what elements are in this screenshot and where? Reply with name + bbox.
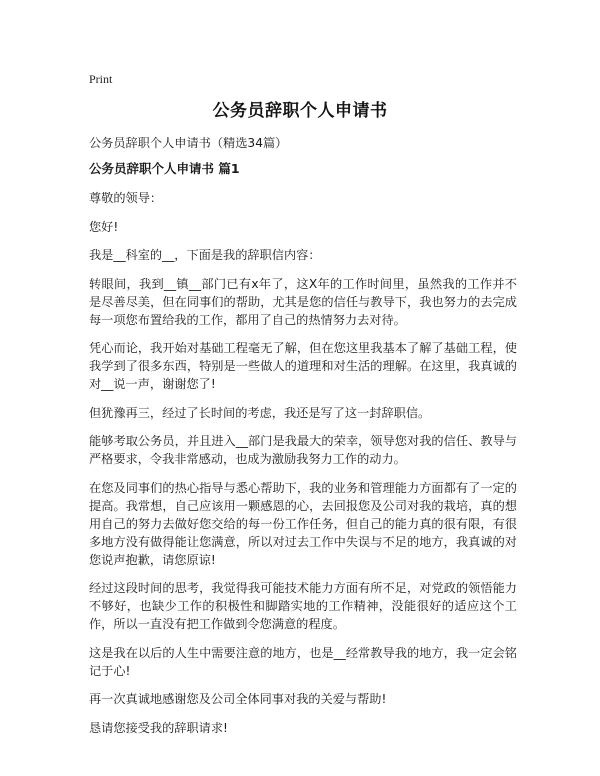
paragraph: 我是__科室的__，下面是我的辞职信内容： [89, 248, 321, 262]
paragraph: 恳请您接受我的辞职请求! [89, 720, 228, 735]
paragraph: 凭心而论，我开始对基础工程毫无了解，但在您这里我基本了解了基础工程，使我学到了很多东西，特别是一些做人的道理和对生活的理解。在这里，我真诚的对__说一声，谢谢您了! [89, 341, 517, 391]
paragraph: 能够考取公务员，并且进入__部门是我最大的荣幸，领导您对我的信任、教导与严格要求，令我非常感动，也成为激励我努力工作的动力。 [89, 434, 517, 466]
print-link[interactable]: Print [89, 72, 113, 86]
paragraph-greeting: 您好! [89, 219, 119, 234]
paragraph-salutation: 尊敬的领导： [89, 191, 163, 205]
document-subtitle: 公务员辞职个人申请书（精选34篇） [89, 136, 288, 150]
paragraph: 在您及同事们的热心指导与悉心帮助下，我的业务和管理能力方面都有了一定的提高。我常想，自己应该用一颗感恩的心，去回报您及公司对我的栽培，真的想用自己的努力去做好您交给的每一份工作任务，但自己的能力真的很有限，有很多地方没有做得能让您满意，所以对过去工作中失误与不足的地方，我真诚的对您说声抱歉，请您原谅! [89, 480, 517, 567]
document-body [89, 134, 517, 747]
page-title: 公务员辞职个人申请书 [212, 101, 388, 121]
paragraph: 再一次真诚地感谢您及公司全体同事对我的关爱与帮助! [89, 692, 387, 706]
paragraph: 经过这段时间的思考，我觉得我可能技术能力方面有所不足，对党政的领悟能力不够好，也缺少工作的积极性和脚踏实地的工作精神，没能很好的适应这个工作，所以一直没有把工作做到令您满意的程度。 [89, 581, 517, 631]
paragraph: 但犹豫再三，经过了长时间的考虑，我还是写了这一封辞职信。 [89, 405, 431, 420]
paragraph: 转眼间，我到__镇__部门已有x年了，这X年的工作时间里，虽然我的工作并不是尽善尽美，但在同事们的帮助，尤其是您的信任与教导下，我也努力的去完成每一项您布置给我的工作，都用了自己的热情努力去对待。 [89, 276, 517, 327]
paragraph: 这是我在以后的人生中需要注意的地方，也是__经常教导我的地方，我一定会铭记于心! [89, 645, 517, 678]
section-heading: 公务员辞职个人申请书 篇1 [89, 161, 240, 176]
